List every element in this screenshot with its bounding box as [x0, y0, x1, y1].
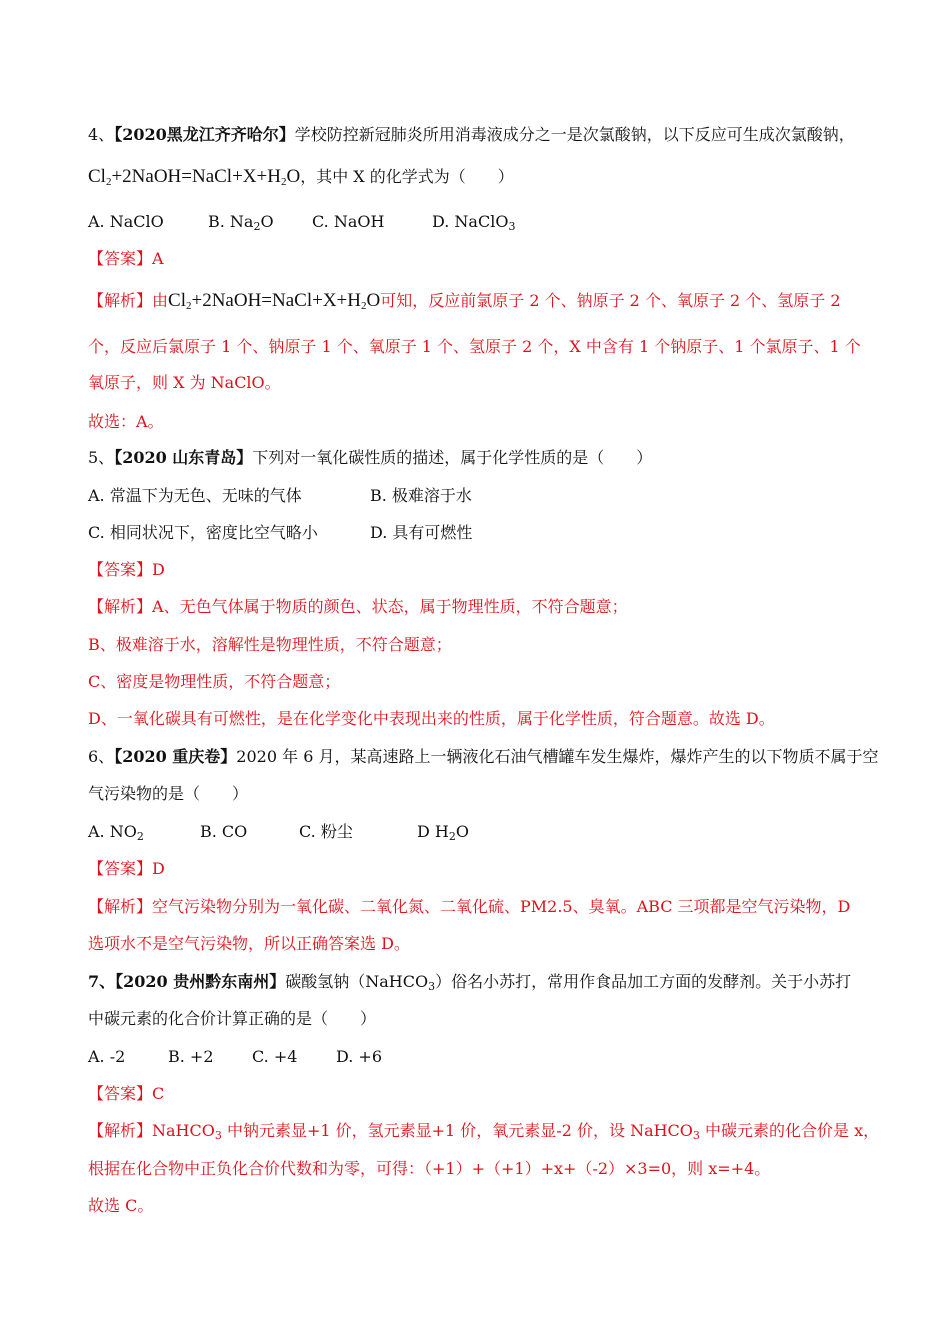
q4-number: 4、	[88, 125, 115, 144]
q4-option-d: D. NaClO$_3$	[432, 212, 516, 233]
q5-option-c: C. 相同状况下，密度比空气略小	[88, 523, 318, 542]
q7-analysis-line2: 根据在化合物中正负化合价代数和为零，可得：（+1）+（+1）+x+（-2）×3=0，则 x=+4。	[88, 1159, 771, 1178]
q4-stem-text: 学校防控新冠肺炎所用消毒液成分之一是次氯酸钠，以下反应可生成次氯酸钠，	[294, 125, 855, 144]
q6-analysis-line1: 【解析】空气污染物分别为一氧化碳、二氧化氮、二氧化硫、PM2.5、臭氧。ABC 三项都是空气污染物，D	[88, 897, 851, 916]
q5-option-b: B. 极难溶于水	[370, 486, 472, 505]
q6-stem-line2: 气污染物的是（ ）	[88, 784, 249, 803]
q7-conclusion: 故选 C。	[88, 1196, 154, 1215]
q6-option-a: A. $NO_2$	[88, 822, 144, 843]
q4-options	[88, 211, 515, 233]
q4-option-a: A. NaClO	[88, 212, 164, 231]
q5-analysis-line4: D、一氧化碳具有可燃性，是在化学变化中表现出来的性质，属于化学性质，符合题意。故选 D。	[88, 709, 775, 728]
q7-analysis-line1: 【解析】NaHCO$_3$ 中钠元素显+1 价，氢元素显+1 价，氧元素显-2 价，设 NaHCO$_3$ 中碳元素的化合价是 x，	[88, 1121, 880, 1142]
q4-answer: 【答案】A	[88, 249, 164, 268]
q4-stem	[88, 124, 855, 146]
q4-equation-line	[88, 166, 514, 188]
q6-analysis-line2: 选项水不是空气污染物，所以正确答案选 D。	[88, 934, 410, 953]
q6-options	[88, 821, 469, 843]
q4-stem-tail: ，其中 X 的化学式为（ ）	[300, 167, 514, 186]
q4-analysis-line3: 氧原子，则 X 为 NaClO。	[88, 373, 281, 392]
q6-stem-line1: 6、【2020 重庆卷】2020 年 6 月，某高速路上一辆液化石油气槽罐车发生爆炸，爆炸产生的以下物质不属于空	[88, 747, 879, 766]
q5-stem-text: 下列对一氧化碳性质的描述，属于化学性质的是（ ）	[252, 448, 653, 467]
q4-source: 【2020黑龙江齐齐哈尔】	[114, 125, 295, 144]
q6-answer: 【答案】D	[88, 859, 165, 878]
q4-option-c: C. NaOH	[312, 212, 385, 231]
q5-analysis-line3: C、密度是物理性质，不符合题意；	[88, 672, 341, 691]
q5-answer: 【答案】D	[88, 560, 165, 579]
q5-option-d: D. 具有可燃性	[370, 523, 473, 542]
q7-options	[88, 1046, 382, 1068]
q4-analysis-line2: 个，反应后氯原子 1 个、钠原子 1 个、氧原子 1 个、氢原子 2 个，X 中含有 1 个钠原子、1 个氯原子、1 个	[88, 337, 861, 356]
q5-source: 【2020 山东青岛】	[114, 448, 253, 467]
q6-option-d: D $H_2O$	[417, 822, 469, 843]
q7-number: 7、	[88, 972, 116, 991]
q6-number: 6、	[88, 747, 115, 766]
q7-source: 【2020 贵州黔东南州】	[115, 972, 286, 991]
q5-number: 5、	[88, 448, 115, 467]
q6-option-b: B. CO	[200, 822, 248, 841]
q5-stem	[88, 447, 652, 469]
q6-option-c: C. 粉尘	[299, 822, 353, 841]
q5-analysis-line2: B、极难溶于水，溶解性是物理性质，不符合题意；	[88, 635, 452, 654]
q5-analysis-line1: 【解析】A、无色气体属于物质的颜色、状态，属于物理性质，不符合题意；	[88, 597, 628, 616]
q7-option-d: D. +6	[336, 1047, 383, 1066]
q7-answer: 【答案】C	[88, 1084, 165, 1103]
q4-option-b: B. $Na_2O$	[208, 212, 274, 233]
q7-stem-line2: 中碳元素的化合价计算正确的是（ ）	[88, 1009, 377, 1028]
q4-analysis-equation: $Cl_2+2NaOH=NaCl+X+H_2O$	[168, 290, 381, 312]
q6-source: 【2020 重庆卷】	[114, 747, 237, 766]
q4-conclusion: 故选：A。	[88, 412, 164, 431]
q5-options-row2	[88, 522, 472, 544]
q7-option-b: B. +2	[168, 1047, 214, 1066]
q7-option-c: C. +4	[252, 1047, 298, 1066]
q7-option-a: A. -2	[88, 1047, 126, 1066]
q7-stem-line1: 7、【2020 贵州黔东南州】碳酸氢钠（NaHCO$_3$）俗名小苏打，常用作食品加工方面的发酵剂。关于小苏打	[88, 972, 852, 993]
q4-equation: $Cl_2+2NaOH=NaCl+X+H_2O$	[88, 166, 301, 188]
q5-options-row1	[88, 485, 472, 507]
q5-option-a: A. 常温下为无色、无味的气体	[88, 486, 302, 505]
q4-analysis-line1: 【解析】由$Cl_2+2NaOH=NaCl+X+H_2O$可知，反应前氯原子 2 个、钠原子 2 个、氧原子 2 个、氢原子 2	[88, 290, 841, 312]
